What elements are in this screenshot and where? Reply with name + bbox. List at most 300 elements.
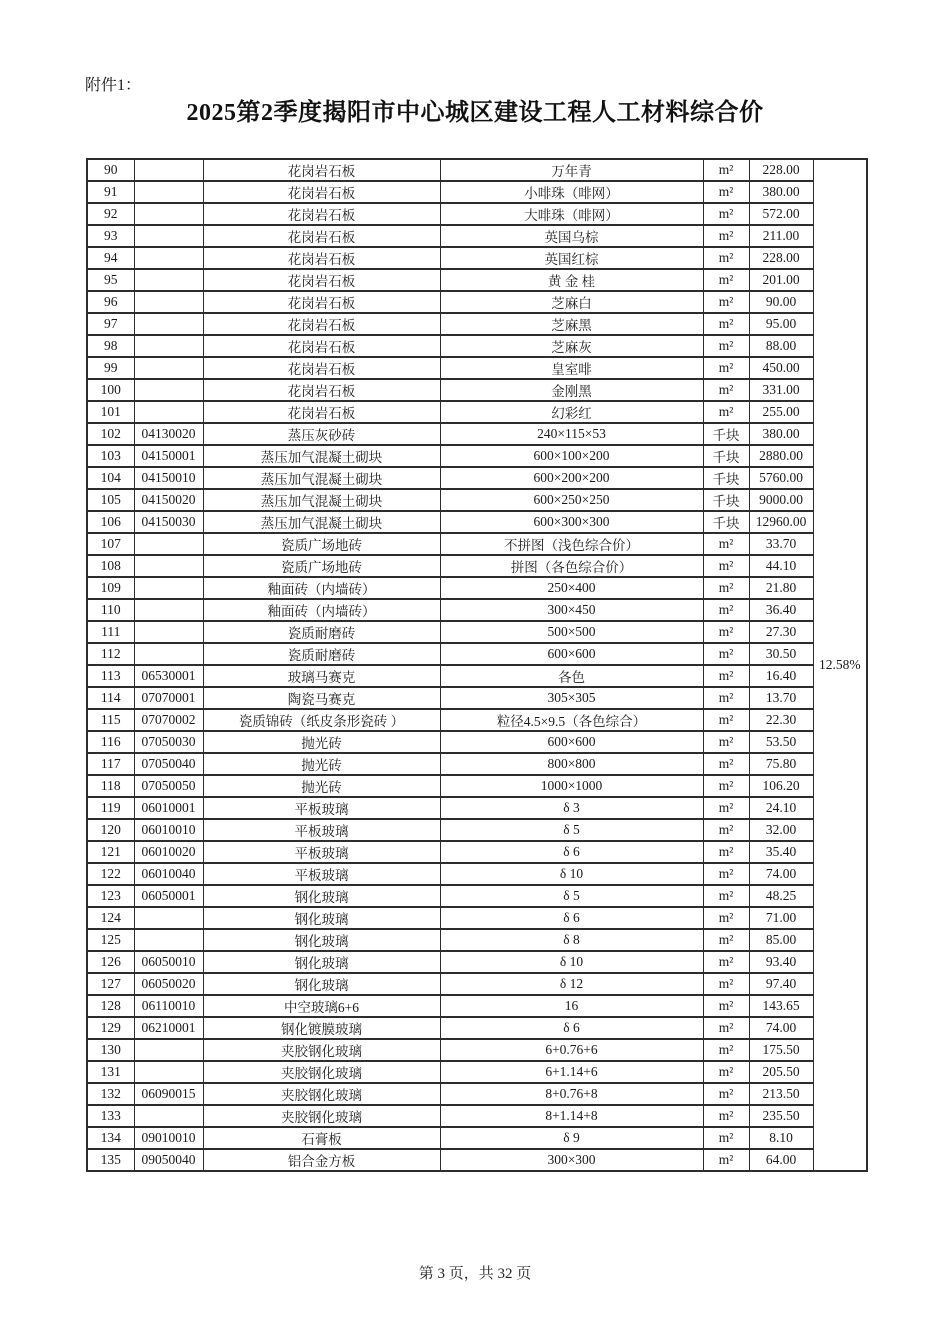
table-row (87, 753, 867, 775)
cell-material-name: 蒸压加气混凝土砌块 (203, 467, 440, 489)
cell-unit: 千块 (703, 489, 749, 511)
cell-material-code (134, 643, 203, 665)
cell-unit: m² (703, 533, 749, 555)
cell-material-code (134, 907, 203, 929)
cell-material-code: 06010020 (134, 841, 203, 863)
cell-material-name: 夹胶钢化玻璃 (203, 1105, 440, 1127)
cell-row-number: 99 (87, 357, 134, 379)
cell-specification: 240×115×53 (440, 423, 703, 445)
cell-specification: 6+1.14+6 (440, 1061, 703, 1083)
cell-material-code (134, 335, 203, 357)
cell-unit: m² (703, 159, 749, 181)
cell-material-name: 钢化玻璃 (203, 907, 440, 929)
cell-material-name: 花岗岩石板 (203, 291, 440, 313)
cell-material-name: 釉面砖（内墙砖） (203, 599, 440, 621)
cell-specification: 万年青 (440, 159, 703, 181)
table-row (87, 1017, 867, 1039)
cell-unit: m² (703, 643, 749, 665)
table-row (87, 159, 867, 181)
table-row (87, 181, 867, 203)
cell-material-name: 蒸压加气混凝土砌块 (203, 489, 440, 511)
cell-row-number: 123 (87, 885, 134, 907)
materials-price-table (86, 158, 868, 1172)
cell-material-name: 花岗岩石板 (203, 247, 440, 269)
cell-material-name: 夹胶钢化玻璃 (203, 1039, 440, 1061)
cell-specification: 大啡珠（啡网） (440, 203, 703, 225)
price-table-body (87, 159, 867, 1171)
cell-composite-price: 33.70 (749, 533, 813, 555)
cell-material-name: 花岗岩石板 (203, 313, 440, 335)
cell-unit: m² (703, 577, 749, 599)
cell-material-name: 花岗岩石板 (203, 181, 440, 203)
cell-material-code: 06010040 (134, 863, 203, 885)
cell-material-code (134, 379, 203, 401)
cell-specification: δ 5 (440, 885, 703, 907)
cell-material-code (134, 269, 203, 291)
cell-material-name: 抛光砖 (203, 753, 440, 775)
cell-row-number: 114 (87, 687, 134, 709)
cell-row-number: 115 (87, 709, 134, 731)
cell-material-code: 04150001 (134, 445, 203, 467)
cell-material-code (134, 555, 203, 577)
cell-unit: m² (703, 1039, 749, 1061)
cell-row-number: 133 (87, 1105, 134, 1127)
table-row (87, 577, 867, 599)
cell-composite-price: 36.40 (749, 599, 813, 621)
cell-row-number: 112 (87, 643, 134, 665)
table-row (87, 401, 867, 423)
cell-specification: 16 (440, 995, 703, 1017)
cell-material-code: 06010001 (134, 797, 203, 819)
cell-material-code (134, 1105, 203, 1127)
cell-composite-price: 30.50 (749, 643, 813, 665)
cell-material-code (134, 357, 203, 379)
cell-material-code: 07050030 (134, 731, 203, 753)
cell-composite-price: 71.00 (749, 907, 813, 929)
cell-material-name: 蒸压加气混凝土砌块 (203, 511, 440, 533)
cell-specification: 600×600 (440, 731, 703, 753)
cell-row-number: 91 (87, 181, 134, 203)
cell-unit: m² (703, 1127, 749, 1149)
cell-row-number: 122 (87, 863, 134, 885)
cell-unit: m² (703, 335, 749, 357)
table-row (87, 423, 867, 445)
table-row (87, 247, 867, 269)
cell-material-name: 抛光砖 (203, 775, 440, 797)
cell-composite-price: 106.20 (749, 775, 813, 797)
cell-composite-price: 85.00 (749, 929, 813, 951)
cell-material-name: 玻璃马赛克 (203, 665, 440, 687)
table-row (87, 489, 867, 511)
table-row (87, 203, 867, 225)
table-row (87, 291, 867, 313)
attachment-label: 附件1： (85, 77, 142, 94)
cell-composite-price: 44.10 (749, 555, 813, 577)
table-row (87, 643, 867, 665)
cell-composite-price: 22.30 (749, 709, 813, 731)
table-row (87, 467, 867, 489)
cell-material-code: 06010010 (134, 819, 203, 841)
cell-specification: 芝麻黑 (440, 313, 703, 335)
cell-composite-price: 16.40 (749, 665, 813, 687)
cell-row-number: 125 (87, 929, 134, 951)
cell-specification: 8+1.14+8 (440, 1105, 703, 1127)
cell-material-name: 瓷质耐磨砖 (203, 621, 440, 643)
cell-composite-price: 74.00 (749, 1017, 813, 1039)
cell-specification: 8+0.76+8 (440, 1083, 703, 1105)
cell-row-number: 126 (87, 951, 134, 973)
cell-unit: m² (703, 819, 749, 841)
cell-material-name: 蒸压灰砂砖 (203, 423, 440, 445)
cell-unit: m² (703, 555, 749, 577)
cell-specification: 粒径4.5×9.5（各色综合） (440, 709, 703, 731)
cell-composite-price: 64.00 (749, 1149, 813, 1171)
cell-composite-price: 8.10 (749, 1127, 813, 1149)
table-row (87, 687, 867, 709)
cell-composite-price: 12960.00 (749, 511, 813, 533)
cell-specification: δ 12 (440, 973, 703, 995)
cell-material-name: 花岗岩石板 (203, 225, 440, 247)
cell-row-number: 110 (87, 599, 134, 621)
cell-unit: m² (703, 291, 749, 313)
cell-unit: m² (703, 1149, 749, 1171)
table-row (87, 335, 867, 357)
cell-specification: 幻彩红 (440, 401, 703, 423)
cell-material-code: 06050010 (134, 951, 203, 973)
cell-material-name: 石膏板 (203, 1127, 440, 1149)
cell-material-name: 瓷质耐磨砖 (203, 643, 440, 665)
cell-material-code: 07070002 (134, 709, 203, 731)
table-row (87, 995, 867, 1017)
cell-material-name: 花岗岩石板 (203, 159, 440, 181)
page-title: 2025第2季度揭阳市中心城区建设工程人工材料综合价 (186, 100, 764, 126)
table-row (87, 313, 867, 335)
cell-material-code: 04130020 (134, 423, 203, 445)
cell-specification: 芝麻白 (440, 291, 703, 313)
cell-specification: 250×400 (440, 577, 703, 599)
cell-material-code: 07050050 (134, 775, 203, 797)
cell-material-code: 04150020 (134, 489, 203, 511)
cell-row-number: 134 (87, 1127, 134, 1149)
cell-unit: m² (703, 1017, 749, 1039)
cell-material-name: 花岗岩石板 (203, 269, 440, 291)
cell-row-number: 120 (87, 819, 134, 841)
cell-unit: m² (703, 907, 749, 929)
cell-material-name: 钢化玻璃 (203, 951, 440, 973)
cell-unit: m² (703, 885, 749, 907)
cell-specification: 300×300 (440, 1149, 703, 1171)
cell-unit: m² (703, 357, 749, 379)
cell-material-name: 钢化玻璃 (203, 885, 440, 907)
cell-composite-price: 211.00 (749, 225, 813, 247)
cell-unit: 千块 (703, 467, 749, 489)
cell-specification: δ 8 (440, 929, 703, 951)
cell-material-name: 花岗岩石板 (203, 379, 440, 401)
cell-unit: m² (703, 621, 749, 643)
cell-material-name: 平板玻璃 (203, 797, 440, 819)
cell-material-name: 中空玻璃6+6 (203, 995, 440, 1017)
cell-composite-price: 450.00 (749, 357, 813, 379)
cell-unit: m² (703, 203, 749, 225)
cell-material-name: 花岗岩石板 (203, 401, 440, 423)
cell-specification: 800×800 (440, 753, 703, 775)
table-row (87, 269, 867, 291)
cell-specification: 1000×1000 (440, 775, 703, 797)
cell-material-name: 夹胶钢化玻璃 (203, 1083, 440, 1105)
cell-row-number: 135 (87, 1149, 134, 1171)
cell-row-number: 107 (87, 533, 134, 555)
table-row (87, 929, 867, 951)
cell-specification: 英国红棕 (440, 247, 703, 269)
cell-row-number: 96 (87, 291, 134, 313)
cell-unit: m² (703, 775, 749, 797)
cell-unit: m² (703, 709, 749, 731)
cell-material-code (134, 533, 203, 555)
cell-material-code (134, 1039, 203, 1061)
cell-unit: 千块 (703, 445, 749, 467)
cell-composite-price: 143.65 (749, 995, 813, 1017)
cell-specification: 600×200×200 (440, 467, 703, 489)
cell-unit: m² (703, 665, 749, 687)
cell-composite-price: 228.00 (749, 247, 813, 269)
table-row (87, 1105, 867, 1127)
table-row (87, 797, 867, 819)
cell-unit: 千块 (703, 511, 749, 533)
cell-material-code (134, 291, 203, 313)
cell-composite-price: 255.00 (749, 401, 813, 423)
cell-row-number: 124 (87, 907, 134, 929)
cell-unit: m² (703, 929, 749, 951)
cell-row-number: 92 (87, 203, 134, 225)
cell-material-name: 花岗岩石板 (203, 203, 440, 225)
cell-specification: 不拼图（浅色综合价） (440, 533, 703, 555)
cell-unit: m² (703, 225, 749, 247)
table-row (87, 445, 867, 467)
cell-unit: m² (703, 731, 749, 753)
table-row (87, 907, 867, 929)
cell-material-code (134, 225, 203, 247)
table-row (87, 1039, 867, 1061)
cell-material-name: 抛光砖 (203, 731, 440, 753)
cell-row-number: 127 (87, 973, 134, 995)
cell-row-number: 101 (87, 401, 134, 423)
cell-unit: m² (703, 401, 749, 423)
cell-composite-price: 213.50 (749, 1083, 813, 1105)
cell-unit: m² (703, 379, 749, 401)
table-row (87, 1061, 867, 1083)
cell-row-number: 97 (87, 313, 134, 335)
cell-composite-price: 331.00 (749, 379, 813, 401)
table-row (87, 951, 867, 973)
cell-material-name: 花岗岩石板 (203, 357, 440, 379)
cell-material-code (134, 1061, 203, 1083)
cell-unit: m² (703, 247, 749, 269)
cell-composite-price: 201.00 (749, 269, 813, 291)
cell-specification: 小啡珠（啡网） (440, 181, 703, 203)
cell-material-name: 瓷质广场地砖 (203, 555, 440, 577)
cell-composite-price: 97.40 (749, 973, 813, 995)
cell-composite-price: 572.00 (749, 203, 813, 225)
cell-material-name: 釉面砖（内墙砖） (203, 577, 440, 599)
cell-specification: 600×250×250 (440, 489, 703, 511)
cell-row-number: 118 (87, 775, 134, 797)
cell-material-name: 钢化镀膜玻璃 (203, 1017, 440, 1039)
table-row (87, 731, 867, 753)
cell-material-code: 07050040 (134, 753, 203, 775)
cell-composite-price: 95.00 (749, 313, 813, 335)
cell-material-code (134, 247, 203, 269)
cell-material-code: 04150030 (134, 511, 203, 533)
cell-row-number: 131 (87, 1061, 134, 1083)
cell-specification: δ 10 (440, 951, 703, 973)
cell-unit: m² (703, 995, 749, 1017)
cell-composite-price: 35.40 (749, 841, 813, 863)
cell-row-number: 93 (87, 225, 134, 247)
cell-row-number: 111 (87, 621, 134, 643)
table-row (87, 599, 867, 621)
table-row (87, 775, 867, 797)
cell-specification: 芝麻灰 (440, 335, 703, 357)
cell-material-name: 平板玻璃 (203, 841, 440, 863)
cell-material-code: 07070001 (134, 687, 203, 709)
cell-composite-price: 53.50 (749, 731, 813, 753)
cell-unit: m² (703, 841, 749, 863)
cell-unit: 千块 (703, 423, 749, 445)
cell-material-code (134, 203, 203, 225)
cell-unit: m² (703, 753, 749, 775)
cell-unit: m² (703, 1105, 749, 1127)
cell-composite-price: 235.50 (749, 1105, 813, 1127)
table-row (87, 665, 867, 687)
cell-material-code (134, 159, 203, 181)
cell-composite-price: 380.00 (749, 181, 813, 203)
cell-material-name: 铝合金方板 (203, 1149, 440, 1171)
table-row (87, 1127, 867, 1149)
table-row (87, 357, 867, 379)
cell-unit: m² (703, 1083, 749, 1105)
cell-specification: 300×450 (440, 599, 703, 621)
cell-material-code (134, 401, 203, 423)
cell-material-code (134, 577, 203, 599)
cell-composite-price: 2880.00 (749, 445, 813, 467)
page-footer: 第 3 页，共 32 页 (418, 1266, 532, 1282)
cell-row-number: 100 (87, 379, 134, 401)
cell-material-code: 06050020 (134, 973, 203, 995)
cell-composite-price: 13.70 (749, 687, 813, 709)
table-row (87, 973, 867, 995)
cell-unit: m² (703, 797, 749, 819)
cell-unit: m² (703, 687, 749, 709)
cell-composite-price: 75.80 (749, 753, 813, 775)
cell-material-name: 花岗岩石板 (203, 335, 440, 357)
table-row (87, 863, 867, 885)
cell-material-code: 06530001 (134, 665, 203, 687)
cell-row-number: 98 (87, 335, 134, 357)
cell-row-number: 103 (87, 445, 134, 467)
cell-composite-price: 21.80 (749, 577, 813, 599)
cell-specification: 6+0.76+6 (440, 1039, 703, 1061)
table-row (87, 621, 867, 643)
cell-specification: 305×305 (440, 687, 703, 709)
table-row (87, 511, 867, 533)
cell-material-code: 04150010 (134, 467, 203, 489)
cell-specification: 黄 金 桂 (440, 269, 703, 291)
cell-row-number: 113 (87, 665, 134, 687)
cell-composite-price: 380.00 (749, 423, 813, 445)
cell-specification: δ 9 (440, 1127, 703, 1149)
cell-composite-price: 9000.00 (749, 489, 813, 511)
cell-specification: δ 3 (440, 797, 703, 819)
cell-specification: δ 5 (440, 819, 703, 841)
cell-material-code: 06210001 (134, 1017, 203, 1039)
cell-composite-price: 24.10 (749, 797, 813, 819)
cell-specification: 金刚黑 (440, 379, 703, 401)
cell-row-number: 109 (87, 577, 134, 599)
cell-specification: 500×500 (440, 621, 703, 643)
table-row (87, 819, 867, 841)
table-row (87, 841, 867, 863)
table-row (87, 555, 867, 577)
cell-specification: 600×600 (440, 643, 703, 665)
cell-composite-price: 74.00 (749, 863, 813, 885)
cell-row-number: 130 (87, 1039, 134, 1061)
cell-composite-price: 27.30 (749, 621, 813, 643)
cell-composite-price: 90.00 (749, 291, 813, 313)
cell-row-number: 119 (87, 797, 134, 819)
table-row (87, 533, 867, 555)
cell-material-code: 09050040 (134, 1149, 203, 1171)
cell-material-code (134, 181, 203, 203)
cell-row-number: 121 (87, 841, 134, 863)
cell-unit: m² (703, 269, 749, 291)
cell-unit: m² (703, 1061, 749, 1083)
cell-unit: m² (703, 951, 749, 973)
cell-row-number: 117 (87, 753, 134, 775)
cell-row-number: 106 (87, 511, 134, 533)
cell-row-number: 116 (87, 731, 134, 753)
cell-unit: m² (703, 863, 749, 885)
table-row (87, 885, 867, 907)
cell-material-code: 06090015 (134, 1083, 203, 1105)
cell-material-name: 蒸压加气混凝土砌块 (203, 445, 440, 467)
cell-specification: 600×300×300 (440, 511, 703, 533)
cell-composite-price: 48.25 (749, 885, 813, 907)
cell-composite-price: 228.00 (749, 159, 813, 181)
cell-row-number: 132 (87, 1083, 134, 1105)
cell-specification: δ 6 (440, 841, 703, 863)
cell-unit: m² (703, 599, 749, 621)
cell-material-code (134, 313, 203, 335)
cell-specification: δ 6 (440, 907, 703, 929)
cell-composite-price: 5760.00 (749, 467, 813, 489)
table-row (87, 709, 867, 731)
cell-row-number: 104 (87, 467, 134, 489)
cell-specification: δ 10 (440, 863, 703, 885)
cell-material-code: 06050001 (134, 885, 203, 907)
cell-row-number: 105 (87, 489, 134, 511)
cell-composite-price: 32.00 (749, 819, 813, 841)
cell-material-name: 钢化玻璃 (203, 929, 440, 951)
cell-specification: 皇室啡 (440, 357, 703, 379)
cell-specification: 各色 (440, 665, 703, 687)
table-row (87, 1149, 867, 1171)
cell-row-number: 95 (87, 269, 134, 291)
cell-row-number: 94 (87, 247, 134, 269)
cell-row-number: 102 (87, 423, 134, 445)
cell-material-code (134, 599, 203, 621)
cell-material-code (134, 929, 203, 951)
cell-unit: m² (703, 973, 749, 995)
